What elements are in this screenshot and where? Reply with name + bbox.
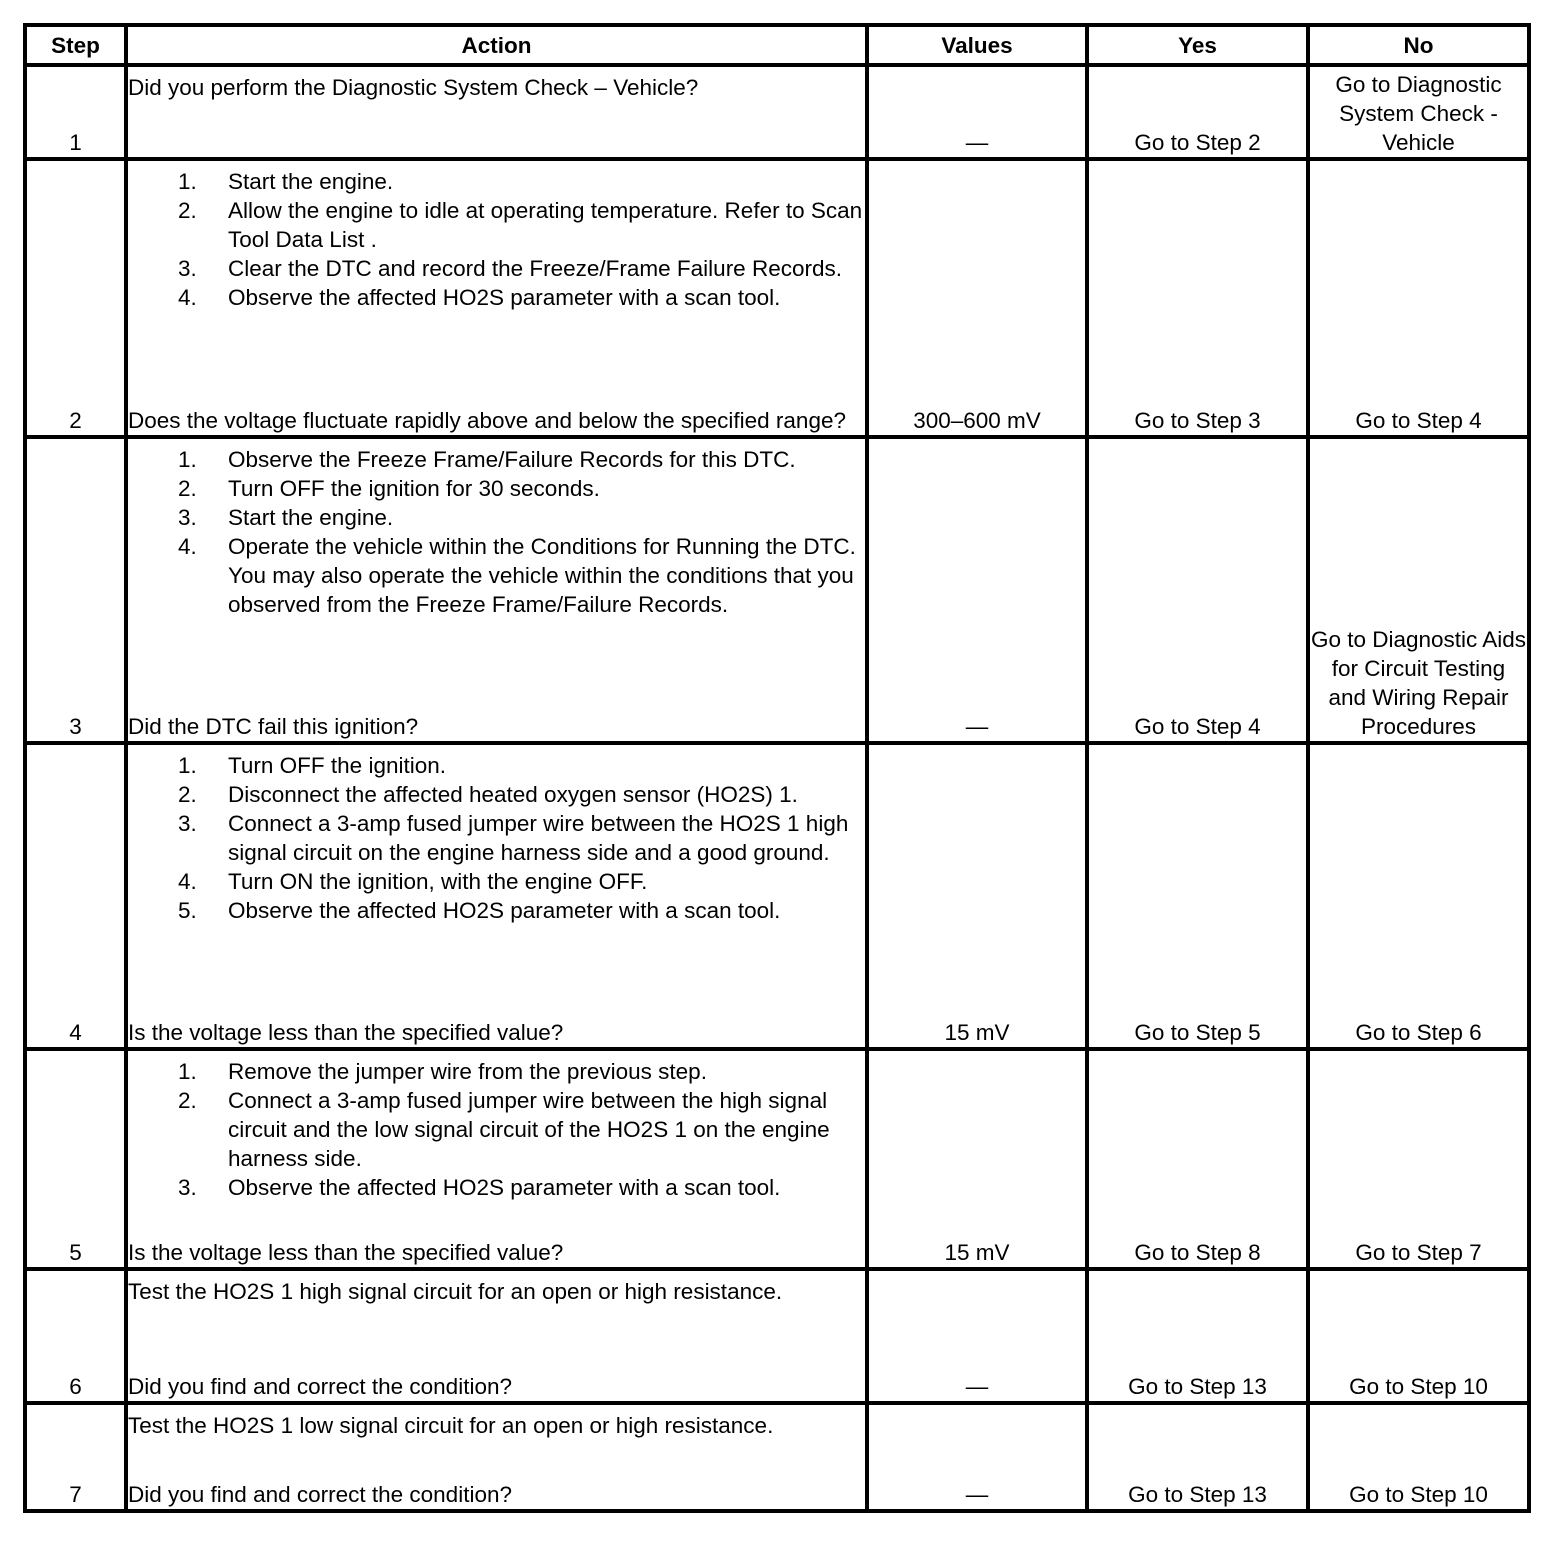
action-cell bbox=[126, 743, 867, 1049]
no-cell: Go to Diagnostic System Check - Vehicle bbox=[1308, 65, 1529, 159]
step-number: 3 bbox=[25, 437, 126, 743]
instruction-item bbox=[178, 445, 865, 474]
instruction-text: Observe the affected HO2S parameter with a scan tool. bbox=[228, 1175, 781, 1200]
table-row bbox=[25, 65, 1529, 159]
table-row bbox=[25, 437, 1529, 743]
header-step: Step bbox=[25, 25, 126, 65]
yes-cell: Go to Step 13 bbox=[1087, 1269, 1308, 1403]
table-row bbox=[25, 1049, 1529, 1269]
instruction-item bbox=[178, 1057, 865, 1086]
header-yes: Yes bbox=[1087, 25, 1308, 65]
no-cell: Go to Step 10 bbox=[1308, 1403, 1529, 1511]
instruction-item bbox=[178, 1086, 865, 1173]
instruction-number: 4. bbox=[178, 869, 197, 894]
step-number: 4 bbox=[25, 743, 126, 1049]
yes-cell: Go to Step 5 bbox=[1087, 743, 1308, 1049]
instruction-text: Observe the Freeze Frame/Failure Records for this DTC. bbox=[228, 447, 796, 472]
instruction-item bbox=[178, 867, 865, 896]
instruction-text: Allow the engine to idle at operating temperature. Refer to Scan Tool Data List . bbox=[228, 198, 863, 252]
no-cell: Go to Step 7 bbox=[1308, 1049, 1529, 1269]
value-cell: — bbox=[867, 1269, 1087, 1403]
instruction-item bbox=[178, 474, 865, 503]
instruction-number: 2. bbox=[178, 782, 197, 807]
no-cell: Go to Step 6 bbox=[1308, 743, 1529, 1049]
action-question: Did the DTC fail this ignition? bbox=[128, 714, 419, 739]
no-cell: Go to Step 10 bbox=[1308, 1269, 1529, 1403]
instruction-text: Start the engine. bbox=[228, 169, 394, 194]
instruction-number: 3. bbox=[178, 256, 197, 281]
value-cell: — bbox=[867, 437, 1087, 743]
instruction-item bbox=[178, 780, 865, 809]
instruction-number: 3. bbox=[178, 505, 197, 530]
action-intro: Test the HO2S 1 low signal circuit for an open or high resistance. bbox=[128, 1413, 774, 1438]
step-number: 6 bbox=[25, 1269, 126, 1403]
instruction-text: Operate the vehicle within the Conditions for Running the DTC. You may also operate the vehicle within the conditions that you observed from the Freeze Frame/Failure Records. bbox=[228, 534, 856, 617]
table-row bbox=[25, 1403, 1529, 1511]
step-number: 7 bbox=[25, 1403, 126, 1511]
instruction-number: 5. bbox=[178, 898, 197, 923]
action-question: Is the voltage less than the specified value? bbox=[128, 1240, 564, 1265]
action-cell bbox=[126, 159, 867, 437]
value-cell: — bbox=[867, 1403, 1087, 1511]
instruction-text: Observe the affected HO2S parameter with a scan tool. bbox=[228, 285, 781, 310]
instruction-text: Connect a 3-amp fused jumper wire between the high signal circuit and the low signal circuit of the HO2S 1 on the engine harness side. bbox=[228, 1088, 830, 1171]
value-cell: 300–600 mV bbox=[867, 159, 1087, 437]
instruction-item bbox=[178, 809, 865, 867]
instruction-number: 1. bbox=[178, 447, 197, 472]
instruction-text: Start the engine. bbox=[228, 505, 394, 530]
instruction-item bbox=[178, 167, 865, 196]
yes-cell: Go to Step 4 bbox=[1087, 437, 1308, 743]
instruction-number: 4. bbox=[178, 534, 197, 559]
instruction-item bbox=[178, 283, 865, 312]
instruction-list bbox=[128, 445, 865, 619]
instruction-number: 1. bbox=[178, 753, 197, 778]
instruction-text: Turn ON the ignition, with the engine OFF. bbox=[228, 869, 648, 894]
instruction-list bbox=[128, 1057, 865, 1202]
action-question: Did you find and correct the condition? bbox=[128, 1482, 512, 1507]
yes-cell: Go to Step 8 bbox=[1087, 1049, 1308, 1269]
instruction-list bbox=[128, 751, 865, 925]
instruction-item bbox=[178, 254, 865, 283]
instruction-number: 3. bbox=[178, 811, 197, 836]
header-values: Values bbox=[867, 25, 1087, 65]
instruction-item bbox=[178, 196, 865, 254]
instruction-number: 3. bbox=[178, 1175, 197, 1200]
no-cell: Go to Diagnostic Aids for Circuit Testing and Wiring Repair Procedures bbox=[1308, 437, 1529, 743]
instruction-item bbox=[178, 896, 865, 925]
action-question: Did you find and correct the condition? bbox=[128, 1374, 512, 1399]
instruction-text: Observe the affected HO2S parameter with a scan tool. bbox=[228, 898, 781, 923]
instruction-text: Connect a 3-amp fused jumper wire between the HO2S 1 high signal circuit on the engine harness side and a good ground. bbox=[228, 811, 849, 865]
instruction-item bbox=[178, 503, 865, 532]
value-cell: 15 mV bbox=[867, 1049, 1087, 1269]
instruction-list bbox=[128, 167, 865, 312]
header-no: No bbox=[1308, 25, 1529, 65]
diagnostic-table bbox=[23, 23, 1531, 1513]
action-question: Does the voltage fluctuate rapidly above and below the specified range? bbox=[128, 408, 846, 433]
table-row bbox=[25, 159, 1529, 437]
yes-cell: Go to Step 2 bbox=[1087, 65, 1308, 159]
instruction-number: 2. bbox=[178, 1088, 197, 1113]
action-intro: Test the HO2S 1 high signal circuit for an open or high resistance. bbox=[128, 1279, 783, 1304]
instruction-text: Turn OFF the ignition for 30 seconds. bbox=[228, 476, 600, 501]
table-row bbox=[25, 743, 1529, 1049]
action-cell bbox=[126, 437, 867, 743]
action-cell bbox=[126, 1403, 867, 1511]
instruction-item bbox=[178, 751, 865, 780]
instruction-item bbox=[178, 1173, 865, 1202]
value-cell: 15 mV bbox=[867, 743, 1087, 1049]
action-cell bbox=[126, 1269, 867, 1403]
table-row bbox=[25, 1269, 1529, 1403]
instruction-number: 2. bbox=[178, 476, 197, 501]
action-cell bbox=[126, 65, 867, 159]
step-number: 5 bbox=[25, 1049, 126, 1269]
instruction-text: Disconnect the affected heated oxygen sensor (HO2S) 1. bbox=[228, 782, 798, 807]
instruction-item bbox=[178, 532, 865, 619]
yes-cell: Go to Step 3 bbox=[1087, 159, 1308, 437]
step-number: 1 bbox=[25, 65, 126, 159]
yes-cell: Go to Step 13 bbox=[1087, 1403, 1308, 1511]
instruction-text: Remove the jumper wire from the previous step. bbox=[228, 1059, 707, 1084]
step-number: 2 bbox=[25, 159, 126, 437]
value-cell: — bbox=[867, 65, 1087, 159]
instruction-number: 2. bbox=[178, 198, 197, 223]
instruction-number: 1. bbox=[178, 169, 197, 194]
header-row bbox=[25, 25, 1529, 65]
instruction-number: 1. bbox=[178, 1059, 197, 1084]
header-action: Action bbox=[126, 25, 867, 65]
instruction-text: Clear the DTC and record the Freeze/Frame Failure Records. bbox=[228, 256, 842, 281]
table-body bbox=[25, 65, 1529, 1511]
no-cell: Go to Step 4 bbox=[1308, 159, 1529, 437]
instruction-number: 4. bbox=[178, 285, 197, 310]
instruction-text: Turn OFF the ignition. bbox=[228, 753, 447, 778]
action-question: Is the voltage less than the specified value? bbox=[128, 1020, 564, 1045]
action-intro: Did you perform the Diagnostic System Check – Vehicle? bbox=[128, 75, 699, 100]
action-cell bbox=[126, 1049, 867, 1269]
